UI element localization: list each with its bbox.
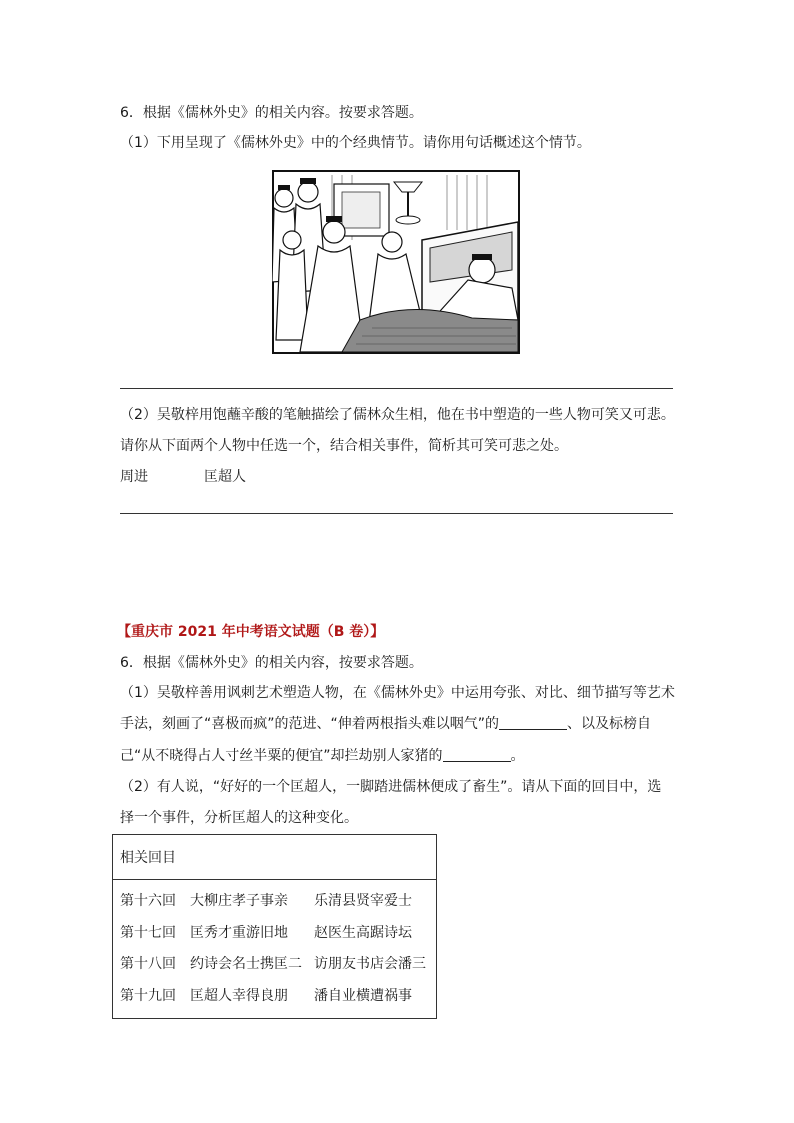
option-kuangchaoren: 匡超人 [204, 469, 246, 485]
answer-line-2[interactable] [120, 513, 673, 514]
question-6b-1-line1: （1）吴敬梓善用讽刺艺术塑造人物，在《儒林外史》中运用夸张、对比、细节描写等艺术 [120, 685, 675, 701]
chapter-row: 第十六回 大柳庄孝子事亲 乐清县贤宰爱士 [120, 893, 412, 909]
chapter-table [112, 834, 437, 1019]
option-zhoujin: 周进 [120, 469, 148, 485]
chapter-table-title: 相关回目 [113, 835, 437, 880]
question-6b-2-line1: （2）有人说，“好好的一个匡超人，一脚踏进儒林便成了畜生”。请从下面的回目中，选 [120, 779, 662, 795]
question-6b: 6．根据《儒林外史》的相关内容，按要求答题。 [120, 655, 423, 671]
chapter-row: 第十八回 约诗会名士携匡二 访朋友书店会潘三 [120, 956, 426, 972]
chapter-row: 第十九回 匡超人幸得良朋 潘自业横遭祸事 [120, 987, 412, 1004]
question-6-2-line1: （2）吴敬梓用饱蘸辛酸的笔触描绘了儒林众生相，他在书中塑造的一些人物可笑又可悲。 [120, 407, 675, 423]
answer-line-1[interactable] [120, 388, 673, 389]
fill-blank-2[interactable] [443, 747, 511, 762]
question-6b-1-line2: 手法，刻画了“喜极而疯”的范进、“伸着两根指头难以咽气”的 、以及标榜自 [120, 716, 652, 732]
illustration-image [272, 170, 520, 354]
chapter-row: 第十七回 匡秀才重游旧地 赵医生高踞诗坛 [120, 924, 412, 941]
question-6b-2-line2: 择一个事件，分析匡超人的这种变化。 [120, 810, 358, 826]
chapter-table-body [113, 880, 437, 1019]
question-6-2-line2: 请你从下面两个人物中任选一个，结合相关事件，简析其可笑可悲之处。 [120, 438, 568, 454]
question-6b-1-line3: 己“从不晓得占人寸丝半粟的便宜”却拦劫别人家猪的 。 [120, 748, 525, 764]
question-6: 6．根据《儒林外史》的相关内容。按要求答题。 [120, 105, 423, 121]
section-header: 【重庆市 2021 年中考语文试题（B 卷）】 [117, 624, 385, 640]
fill-blank-1[interactable] [499, 715, 567, 730]
question-6-1: （1）下用呈现了《儒林外史》中的个经典情节。请你用句话概述这个情节。 [120, 135, 591, 151]
